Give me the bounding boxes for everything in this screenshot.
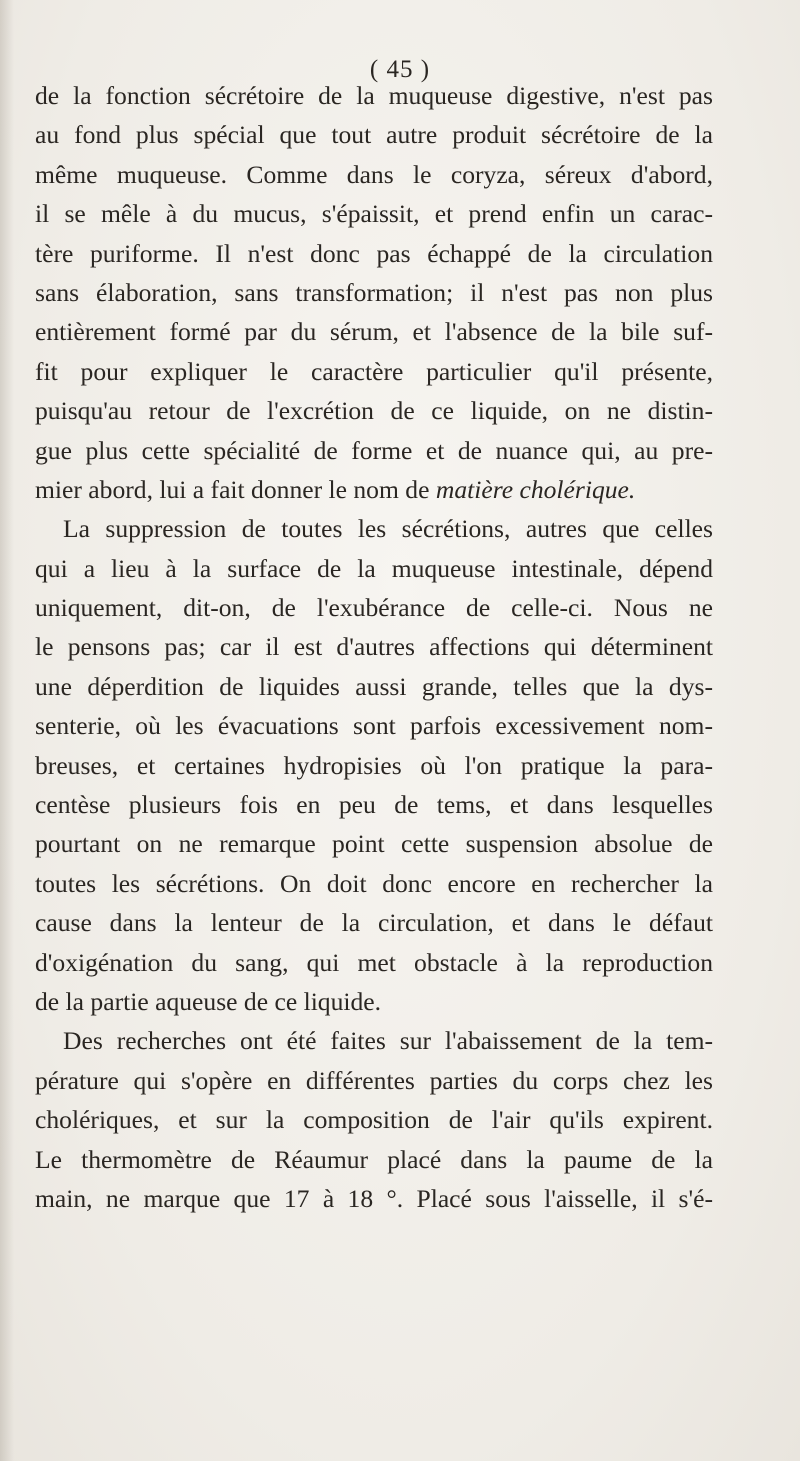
text-line: d'oxigénation du sang, qui met obstacle à la reproduction xyxy=(35,947,713,977)
text-line: tère puriforme. Il n'est donc pas échappé de la circulation xyxy=(35,238,713,268)
text-line: au fond plus spécial que tout autre produit sécrétoire de la xyxy=(35,120,713,150)
page-number: ( 45 ) xyxy=(369,56,431,83)
text-line: de la partie aqueuse de ce liquide. xyxy=(35,986,382,1016)
paragraph-start-line: La suppression de toutes les sécrétions, autres que celles xyxy=(63,514,713,544)
text-line: il se mêle à du mucus, s'épaissit, et prend enfin un carac- xyxy=(35,199,713,229)
text-line: uniquement, dit-on, de l'exubérance de celle-ci. Nous ne xyxy=(35,593,713,623)
text-line-prefix: mier abord, lui a fait donner le nom de xyxy=(35,474,436,504)
italic-term: matière cholérique. xyxy=(435,474,636,504)
paragraph-start-line: Des recherches ont été faites sur l'abaissement de la tem- xyxy=(63,1026,713,1056)
text-line: qui a lieu à la surface de la muqueuse intestinale, dépend xyxy=(35,553,713,583)
text-line: sans élaboration, sans transformation; il n'est pas non plus xyxy=(35,277,713,307)
text-line: une déperdition de liquides aussi grande, telles que la dys- xyxy=(35,671,713,701)
text-line: cholériques, et sur la composition de l'air qu'ils expirent. xyxy=(35,1105,713,1135)
text-line: senterie, où les évacuations sont parfois excessivement nom- xyxy=(35,711,713,741)
text-line: même muqueuse. Comme dans le coryza, séreux d'abord, xyxy=(35,159,713,189)
text-line: le pensons pas; car il est d'autres affections qui déterminent xyxy=(35,632,713,662)
text-line: main, ne marque que 17 à 18 °. Placé sous l'aisselle, il s'é- xyxy=(35,1183,713,1213)
text-line: puisqu'au retour de l'excrétion de ce liquide, on ne distin- xyxy=(35,396,713,426)
text-line: entièrement formé par du sérum, et l'absence de la bile suf- xyxy=(35,317,713,347)
text-line xyxy=(35,470,713,509)
text-line: toutes les sécrétions. On doit donc encore en rechercher la xyxy=(35,868,713,898)
text-line: pourtant on ne remarque point cette suspension absolue de xyxy=(35,829,713,859)
text-line: centèse plusieurs fois en peu de tems, et dans lesquelles xyxy=(35,790,713,820)
body-text xyxy=(35,76,713,1218)
text-line: de la fonction sécrétoire de la muqueuse digestive, n'est pas xyxy=(35,81,713,110)
text-line: Le thermomètre de Réaumur placé dans la paume de la xyxy=(35,1144,713,1174)
text-line: cause dans la lenteur de la circulation, et dans le défaut xyxy=(35,908,713,938)
binding-shadow xyxy=(0,0,14,1461)
text-line: gue plus cette spécialité de forme et de nuance qui, au pre- xyxy=(35,435,713,465)
text-line: pérature qui s'opère en différentes parties du corps chez les xyxy=(35,1065,713,1095)
text-line: breuses, et certaines hydropisies où l'on pratique la para- xyxy=(35,750,713,780)
text-line: fit pour expliquer le caractère particulier qu'il présente, xyxy=(35,356,713,386)
